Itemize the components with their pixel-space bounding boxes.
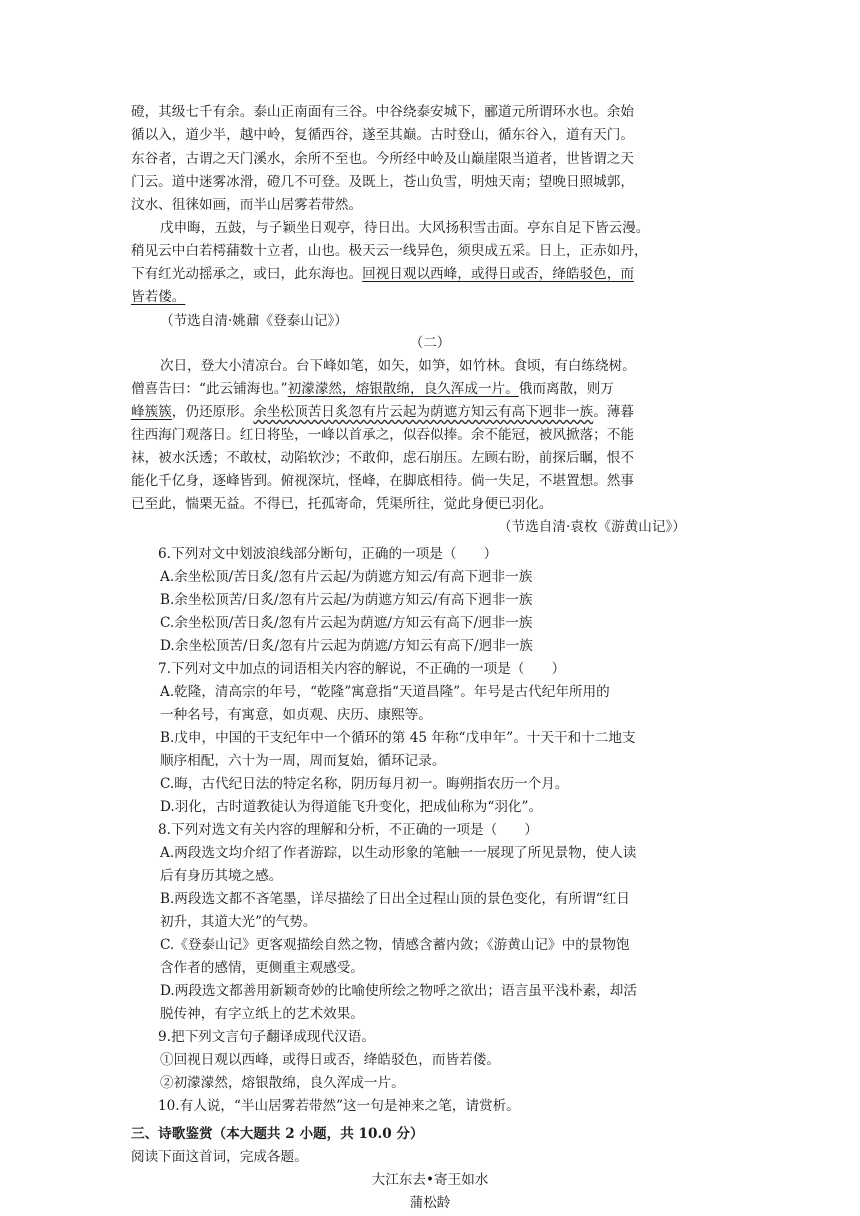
option: D.余坐松顶苦/日炙/忽有片云起为荫遮/方知云有高下/迥非一族	[160, 638, 533, 654]
passage2-line: 往西海门观落日。红日将坠，一峰以首承之，似吞似捧。余不能冠，被风掀落；不能	[131, 427, 634, 443]
option: B.两段选文都不吝笔墨，详尽描绘了日出全过程山顶的景色变化，有所谓“红日	[160, 891, 630, 907]
option-continued: 顺序相配，六十为一周，周而复始，循环记录。	[160, 753, 446, 769]
passage1-line: 戊申晦，五鼓，与子颖坐日观亭，待日出。大风扬积雪击面。亭东自足下皆云漫。	[160, 220, 650, 236]
question-8: 8.下列对选文有关内容的理解和分析，不正确的一项是（ ）	[158, 822, 538, 838]
option: A.乾隆，清高宗的年号，“乾隆”寓意指“天道昌隆”。年号是古代纪年所用的	[160, 684, 610, 700]
passage1-line: 磴，其级七千有余。泰山正南面有三谷。中谷绕泰安城下，郦道元所谓环水也。余始	[131, 104, 634, 120]
option: B.戊申，中国的干支纪年中一个循环的第 45 年称“戊申年”。十天干和十二地支	[160, 730, 636, 746]
passage1-source: （节选自清·姚鼐《登泰山记》）	[160, 313, 348, 329]
option: C.余坐松顶/苦日炙/忽有片云起为荫遮/方知云有高下/迥非一族	[160, 615, 533, 631]
passage1-line: 门云。道中迷雾冰滑，磴几不可登。及既上，苍山负雪，明烛天南；望晚日照城郭，	[131, 174, 634, 190]
passage2-text: ，仍还原形。	[171, 404, 254, 420]
passage2-line: 已至此，惴栗无益。不得已，托孤寄命，凭渠所往，觉此身便已羽化。	[131, 496, 553, 512]
option: D.羽化，古时道教徒认为得道能飞升变化，把成仙称为“羽化”。	[160, 799, 543, 815]
passage2-line: 袜，被水沃透；不敢杖，动陷软沙；不敢仰，虑石崩压。左顾右盼，前探后瞩，恨不	[131, 450, 634, 466]
option: C.《登泰山记》更客观描绘自然之物，情感含蓄内敛；《游黄山记》中的景物饱	[160, 937, 630, 953]
passage1-text: 下有红光动摇承之，或曰，此东海也。	[131, 266, 363, 282]
option-continued: 含作者的感情，更侧重主观感受。	[160, 960, 364, 976]
question-10: 10.有人说，“半山居雾若带然”这一句是神来之笔，请赏析。	[158, 1098, 520, 1114]
passage2-line	[131, 402, 634, 422]
section-heading: 三、诗歌鉴赏（本大题共 2 小题，共 10.0 分）	[131, 1126, 424, 1142]
question-9: 9.把下列文言句子翻译成现代汉语。	[158, 1029, 375, 1045]
wavy-underlined-sentence: 余坐松顶苦日炙忽有片云起为荫遮方知云有高下迥非一族	[253, 404, 594, 420]
passage1-line	[131, 287, 185, 307]
option: C.晦，古代纪日法的特定名称，阴历每月初一。晦朔指农历一个月。	[160, 776, 569, 792]
passage2-text: 俄而离散，则万	[518, 381, 614, 397]
passage2-line: 次日，登大小清凉台。台下峰如笔，如矢，如笋，如竹林。食顷，有白练绕树。	[160, 358, 636, 374]
passage2-line	[131, 379, 614, 399]
option-continued: 一种名号，有寓意，如贞观、庆历、康熙等。	[160, 707, 432, 723]
underlined-sentence: 皆若偻。	[131, 289, 186, 305]
option: A.两段选文均介绍了作者游踪，以生动形象的笔触一一展现了所见景物，使人读	[160, 845, 637, 861]
translation-item: ②初濛濛然，熔银散绵，良久浑成一片。	[160, 1075, 405, 1091]
poem-author: 蒲松龄	[409, 1195, 451, 1211]
passage2-line: 能化千亿身，逐峰皆到。俯视深坑，怪峰，在脚底相待。倘一失足，不堪置想。然事	[131, 473, 634, 489]
passage1-line: 汶水、徂徕如画，而半山居雾若带然。	[131, 197, 363, 213]
section-instruction: 阅读下面这首词，完成各题。	[131, 1149, 308, 1165]
passage1-line: 东谷者，古谓之天门溪水，余所不至也。今所经中岭及山巅崖限当道者，世皆谓之天	[131, 151, 634, 167]
question-7: 7.下列对文中加点的词语相关内容的解说，不正确的一项是（ ）	[158, 661, 566, 677]
question-6: 6.下列对文中划波浪线部分断句，正确的一项是（ ）	[158, 546, 498, 562]
option-continued: 后有身历其境之感。	[160, 868, 283, 884]
option: A.余坐松顶/苦日炙/忽有片云起/为荫遮方知云/有高下迥非一族	[160, 569, 533, 585]
passage2-source: （节选自清·袁枚《游黄山记》）	[498, 519, 686, 535]
option: B.余坐松顶苦/日炙/忽有片云起/为荫遮方知云/有高下迥非一族	[160, 592, 533, 608]
passage1-line	[131, 264, 634, 284]
passage1-line: 稍见云中白若樗蒱数十立者，山也。极天云一线异色，须臾成五采。日上，正赤如丹，	[131, 243, 648, 259]
underlined-sentence: 峰簇簇	[131, 404, 172, 420]
option-continued: 脱传神，有字立纸上的艺术效果。	[160, 1006, 364, 1022]
translation-item: ①回视日观以西峰，或得日或否，绛皓驳色，而皆若偻。	[160, 1052, 500, 1068]
underlined-sentence: 初濛濛然，熔银散绵，良久浑成一片。	[287, 381, 519, 397]
passage1-line: 循以入，道少半，越中岭，复循西谷，遂至其巅。古时登山，循东谷入，道有天门。	[131, 127, 634, 143]
option-continued: 初升，其道大光”的气势。	[160, 914, 317, 930]
passage2-text: 僧喜告曰：“此云铺海也。”	[131, 381, 288, 397]
option: D.两段选文都善用新颖奇妙的比喻使所绘之物呼之欲出；语言虽平浅朴素，却活	[160, 983, 637, 999]
passage2-text: 。薄暮	[593, 404, 634, 420]
poem-title: 大江东去•寄王如水	[371, 1172, 489, 1188]
passage2-heading: （二）	[409, 335, 451, 351]
underlined-sentence: 回视日观以西峰，或得日或否，绛皓驳色，而	[362, 266, 634, 282]
